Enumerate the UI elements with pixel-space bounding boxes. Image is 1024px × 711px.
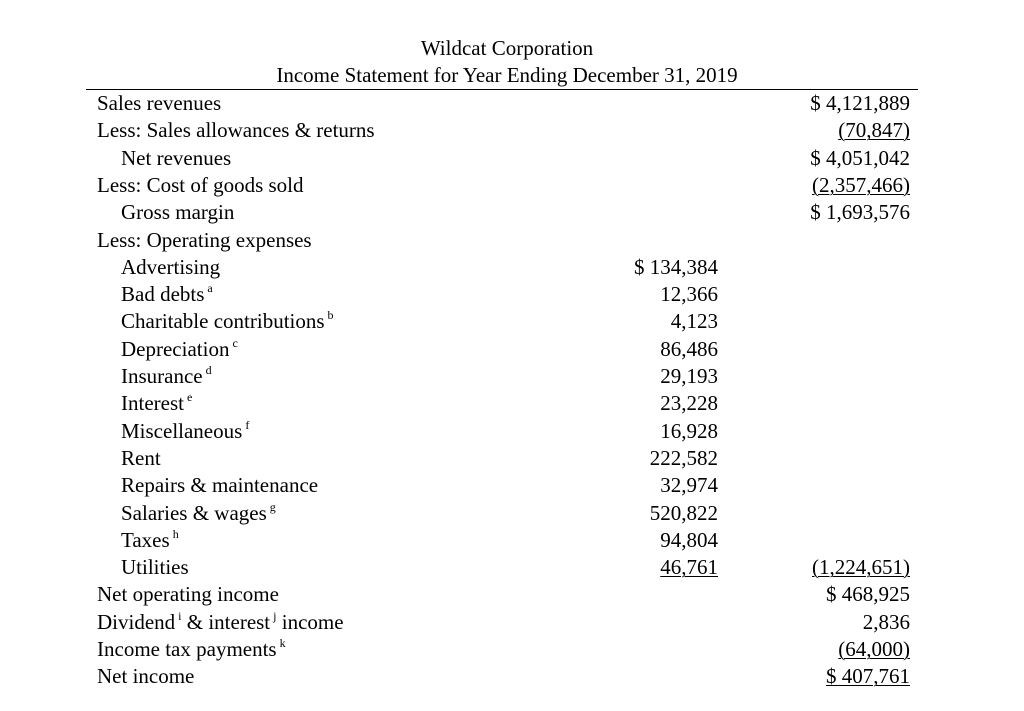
row-label: Less: Operating expenses [97,227,312,252]
statement-row [0,199,1024,226]
statement-row [0,609,1024,636]
statement-row [0,663,1024,690]
row-label: Depreciation $^c$ [121,335,238,361]
expense-amount: 94,804 [660,527,718,552]
footnote-marker: a [207,281,213,296]
statement-title: Income Statement for Year Ending December 31, 2019 [276,63,738,87]
statement-row [0,117,1024,144]
expense-amount: 29,193 [660,364,718,388]
expense-amount: 4,123 [670,309,718,334]
footnote-marker: d [205,363,212,377]
expense-amount: 222,582 [649,445,718,470]
row-label: Dividend $^i$ & interest $^j$ income [97,608,344,634]
statement-row [0,527,1024,554]
row-label: Less: Cost of goods sold [97,172,304,197]
footnote-marker: k [279,636,286,650]
statement-row [0,390,1024,417]
row-label: Net revenues [121,145,232,170]
statement-row [0,308,1024,335]
statement-row [0,636,1024,663]
expense-amount: 32,974 [660,473,718,498]
statement-row [0,254,1024,281]
expense-amount: 86,486 [660,336,718,361]
row-label: Gross margin [121,200,235,225]
row-label: Miscellaneous $^f$ [121,417,250,443]
row-label: Less: Sales allowances & returns [97,118,375,143]
total-amount: (64,000) [838,637,910,661]
statement-row [0,336,1024,363]
statement-row [0,172,1024,199]
footnote-marker: c [232,335,238,350]
total-amount: (1,224,651) [812,555,910,580]
total-amount: $ 468,925 [826,582,910,607]
company-name: Wildcat Corporation [420,36,594,60]
expense-amount: 12,366 [660,282,718,307]
total-amount: (2,357,466) [812,172,910,197]
statement-row [0,281,1024,308]
total-amount: $ 4,051,042 [810,145,910,170]
total-amount: $ 4,121,889 [810,91,910,115]
statement-row [0,472,1024,499]
footnote-marker: h [172,526,179,541]
total-amount: $ 1,693,576 [810,200,910,225]
expense-amount: 520,822 [649,500,718,525]
row-label: Utilities [121,555,189,580]
row-label: Rent [121,445,161,470]
statement-row [0,500,1024,527]
row-label: Insurance $^d$ [121,363,212,388]
expense-amount: 46,761 [660,555,718,580]
row-label: Sales revenues [97,91,222,115]
total-amount: $ 407,761 [826,664,910,689]
statement-row [0,581,1024,608]
row-label: Net operating income [97,582,279,607]
row-label: Repairs & maintenance [121,473,319,498]
statement-row [0,227,1024,254]
row-label: Salaries & wages $^g$ [121,499,276,525]
expense-amount: 23,228 [660,391,718,416]
row-label: Net income [97,664,195,689]
expense-amount: $ 134,384 [634,254,718,279]
total-amount: (70,847) [838,118,910,143]
footnote-marker: g [269,499,276,514]
footnote-marker: f [245,417,250,432]
footnote-marker: e [186,390,193,405]
row-label: Advertising [121,254,221,279]
row-label: Interest $^e$ [121,390,193,416]
footnote-marker: b [327,308,334,323]
statement-row [0,145,1024,172]
statement-row [0,363,1024,390]
expense-amount: 16,928 [660,418,718,443]
footnote-marker: j [273,608,277,623]
row-label: Charitable contributions $^b$ [121,308,334,334]
statement-row [0,418,1024,445]
row-label: Bad debts $^a$ [121,281,213,307]
row-label: Income tax payments $^k$ [97,636,286,661]
footnote-marker: i [178,608,182,623]
total-amount: 2,836 [862,609,910,634]
statement-row [0,90,1024,117]
row-label: Taxes $^h$ [121,526,179,552]
statement-row [0,445,1024,472]
statement-row [0,554,1024,581]
